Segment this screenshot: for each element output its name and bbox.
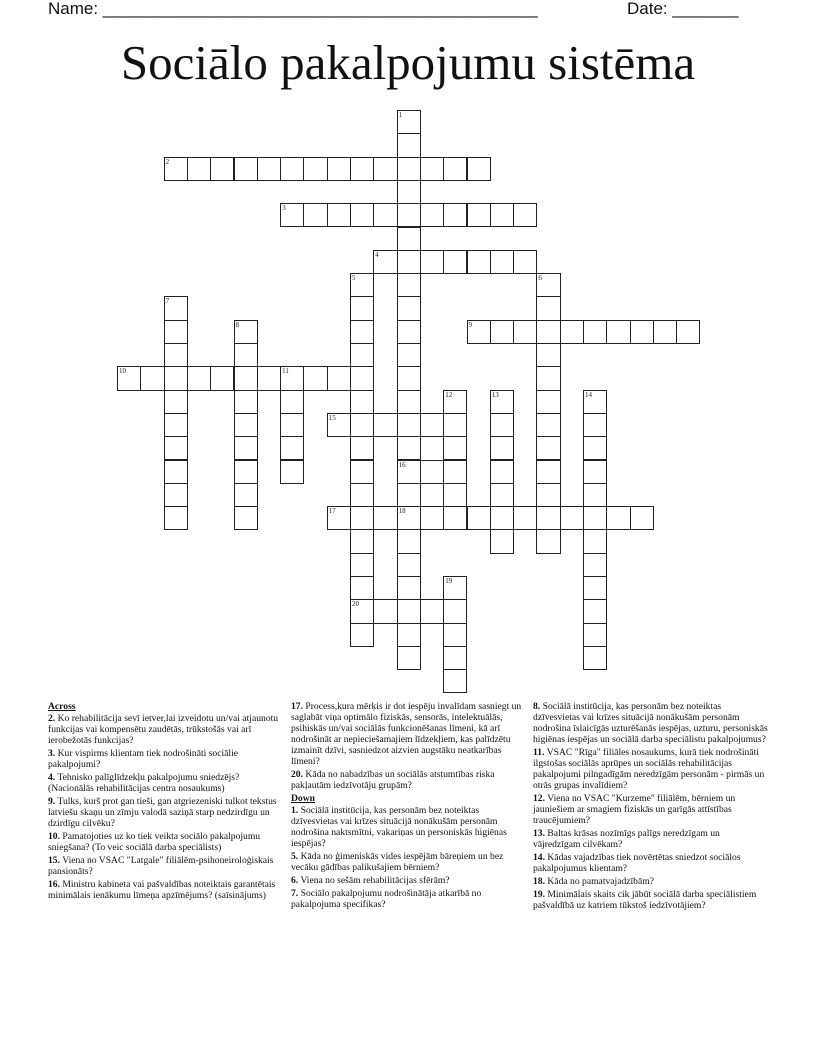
grid-cell[interactable]	[350, 203, 374, 227]
grid-cell[interactable]	[397, 483, 421, 507]
clue-down-1	[291, 805, 523, 849]
clue-number-label: 5	[352, 274, 356, 283]
clue-text: Sociālā institūcija, kas personām bez noteiktas dzīvesvietas vai krīzes situācijā nonākušām personām nodrošina īslaicīgās uzturēšanās iespējas, uzturu, personiskās higiēnas iespējas un sociālā darba speciālistu pakalpojumus?	[533, 701, 768, 745]
grid-cell[interactable]	[583, 599, 607, 623]
clue-across-2	[48, 713, 280, 746]
grid-cell[interactable]	[397, 133, 421, 157]
clue-number-label: 4	[375, 250, 379, 259]
clue-number-label: 19	[445, 577, 453, 585]
grid-cell[interactable]	[164, 157, 188, 181]
grid-cell[interactable]	[117, 366, 141, 390]
grid-cell[interactable]	[513, 203, 537, 227]
grid-cell[interactable]	[443, 669, 467, 693]
grid-cell[interactable]	[583, 320, 607, 344]
grid-cell[interactable]	[350, 320, 374, 344]
grid-cell[interactable]	[606, 506, 630, 530]
grid-cell[interactable]	[164, 296, 188, 320]
grid-cell[interactable]	[234, 157, 258, 181]
clue-text: Tulks, kurš prot gan tieši, gan atgriezeniski tulkot tekstus latviešu skaņu un zīmju valodā saziņā starp nedzirdīgu un dzirdīgu cilvēku?	[48, 796, 277, 829]
clue-text: Viena no sešām rehabilitācijas sfērām?	[300, 875, 450, 886]
grid-cell[interactable]	[443, 506, 467, 530]
grid-cell[interactable]	[490, 390, 514, 414]
clue-number-label: 10	[119, 367, 126, 376]
clue-text: Ministru kabineta vai pašvaldības noteiktais garantētais minimālais ienākumu līmeņa apzīmējums? (saīsinājums)	[48, 879, 276, 901]
grid-cell[interactable]	[490, 483, 514, 507]
grid-cell[interactable]	[397, 646, 421, 670]
grid-cell[interactable]	[350, 506, 374, 530]
clue-down-11	[533, 747, 768, 791]
grid-cell[interactable]	[490, 320, 514, 344]
clue-number: 7.	[291, 888, 299, 899]
grid-cell[interactable]	[536, 343, 560, 367]
grid-cell[interactable]	[397, 110, 421, 134]
grid-cell[interactable]	[420, 599, 444, 623]
grid-cell[interactable]	[536, 273, 560, 297]
clue-number-label: 3	[282, 204, 286, 213]
clue-column-2	[291, 701, 523, 912]
clue-number: 1.	[291, 805, 299, 816]
grid-cell[interactable]	[490, 203, 514, 227]
clue-number: 13.	[533, 828, 545, 839]
grid-cell[interactable]	[513, 320, 537, 344]
grid-cell[interactable]	[234, 390, 258, 414]
clue-number: 14.	[533, 852, 545, 863]
grid-cell[interactable]	[443, 390, 467, 414]
clue-number: 8.	[533, 701, 541, 712]
grid-cell[interactable]	[536, 506, 560, 530]
clue-across-17	[291, 701, 523, 767]
grid-cell[interactable]	[234, 436, 258, 460]
clue-number: 5.	[291, 851, 299, 862]
clue-text: Kāda no pamatvajadzībām?	[547, 876, 654, 887]
grid-cell[interactable]	[583, 529, 607, 553]
grid-cell[interactable]	[280, 157, 304, 181]
grid-cell[interactable]	[397, 576, 421, 600]
grid-cell[interactable]	[490, 250, 514, 274]
grid-cell[interactable]	[583, 623, 607, 647]
grid-cell[interactable]	[164, 413, 188, 437]
grid-cell[interactable]	[397, 599, 421, 623]
clue-number: 18.	[533, 876, 545, 887]
clue-number: 19.	[533, 889, 545, 900]
grid-cell[interactable]	[234, 460, 258, 484]
grid-cell[interactable]	[350, 413, 374, 437]
grid-cell[interactable]	[420, 157, 444, 181]
clue-number: 9.	[48, 796, 56, 807]
clue-down-7	[291, 888, 523, 910]
clue-column-1	[48, 701, 280, 903]
grid-cell[interactable]	[513, 506, 537, 530]
grid-cell[interactable]	[327, 413, 351, 437]
clue-number-label: 11	[282, 367, 289, 376]
grid-cell[interactable]	[536, 436, 560, 460]
grid-cell[interactable]	[583, 436, 607, 460]
grid-cell[interactable]	[350, 460, 374, 484]
clue-text: Kāda no ģimeniskās vides iespējām bāreņiem un bez vecāku gādības palikušajiem bērniem?	[291, 851, 504, 873]
grid-cell[interactable]	[373, 413, 397, 437]
grid-cell[interactable]	[443, 460, 467, 484]
grid-cell[interactable]	[443, 250, 467, 274]
grid-cell[interactable]	[467, 320, 491, 344]
grid-cell[interactable]	[443, 646, 467, 670]
clue-number: 11.	[533, 747, 545, 758]
grid-cell[interactable]	[350, 296, 374, 320]
grid-cell[interactable]	[397, 460, 421, 484]
grid-cell[interactable]	[420, 506, 444, 530]
clue-text: Baltas krāsas nozīmīgs palīgs neredzīgam un vājredzīgam cilvēkam?	[533, 828, 720, 850]
grid-cell[interactable]	[164, 343, 188, 367]
grid-cell[interactable]	[350, 599, 374, 623]
grid-cell[interactable]	[280, 366, 304, 390]
clue-across-3	[48, 748, 280, 770]
clue-number-label: 7	[165, 297, 170, 306]
clue-number-label: 6	[538, 274, 542, 283]
clue-text: Viena no VSAC "Latgale" filiālēm-psihoneiroloģiskais pansionāts?	[48, 855, 274, 877]
grid-cell[interactable]	[397, 203, 421, 227]
grid-cell[interactable]	[397, 250, 421, 274]
clue-text: Kāda no nabadzības un sociālās atstumtības riska pakļautām iedzīvotāju grupām?	[291, 769, 495, 791]
grid-cell[interactable]	[490, 436, 514, 460]
grid-cell[interactable]	[303, 203, 327, 227]
date-field[interactable]: Date: _______	[627, 0, 739, 18]
grid-cell[interactable]	[397, 436, 421, 460]
clue-text: Pamatojoties uz ko tiek veikta sociālo pakalpojumu sniegšana? (To veic sociālā darba speciālists)	[48, 831, 261, 853]
clue-text: Minimālais skaits cik jābūt sociālā darba speciālistiem pašvaldībā uz katriem tūkstoš iedzīvotājiem?	[533, 889, 757, 911]
down-heading: Down	[291, 793, 315, 804]
grid-cell[interactable]	[513, 250, 537, 274]
clue-text: Sociālo pakalpojumu nodrošinātāja atkarībā no pakalpojuma specifikas?	[291, 888, 482, 910]
grid-cell[interactable]	[373, 250, 397, 274]
clue-down-18	[533, 876, 768, 887]
clue-down-6	[291, 875, 523, 886]
name-field[interactable]: Name: ______________________________________________	[48, 0, 538, 18]
grid-cell[interactable]	[350, 157, 374, 181]
grid-cell[interactable]	[210, 157, 234, 181]
grid-cell[interactable]	[397, 157, 421, 181]
grid-cell[interactable]	[583, 576, 607, 600]
grid-cell[interactable]	[536, 366, 560, 390]
grid-cell[interactable]	[280, 203, 304, 227]
clue-number-label: 1	[398, 111, 403, 119]
grid-cell[interactable]	[350, 390, 374, 414]
grid-cell[interactable]	[350, 436, 374, 460]
grid-cell[interactable]	[536, 390, 560, 414]
clue-across-4	[48, 772, 280, 794]
grid-cell[interactable]	[467, 203, 491, 227]
clue-text: Kādas vajadzības tiek novērtētas sniedzot sociālos pakalpojumus klientam?	[533, 852, 741, 874]
grid-cell[interactable]	[467, 506, 491, 530]
grid-cell[interactable]	[234, 506, 258, 530]
clue-number: 15.	[48, 855, 60, 866]
grid-cell[interactable]	[397, 366, 421, 390]
grid-cell[interactable]	[164, 320, 188, 344]
clue-column-3	[533, 701, 768, 913]
grid-cell[interactable]	[280, 436, 304, 460]
grid-cell[interactable]	[397, 506, 421, 530]
clue-down-19	[533, 889, 768, 911]
grid-cell[interactable]	[583, 646, 607, 670]
grid-cell[interactable]	[443, 483, 467, 507]
grid-cell[interactable]	[490, 413, 514, 437]
grid-cell[interactable]	[327, 157, 351, 181]
grid-cell[interactable]	[397, 343, 421, 367]
grid-cell[interactable]	[257, 366, 281, 390]
clue-text: Viena no VSAC "Kurzeme" filiālēm, bērniem un jauniešiem ar smagiem fiziskās un garīgās attīstības traucējumiem?	[533, 793, 736, 826]
grid-cell[interactable]	[373, 599, 397, 623]
grid-cell[interactable]	[234, 413, 258, 437]
clue-number: 10.	[48, 831, 60, 842]
clue-down-14	[533, 852, 768, 874]
clue-number: 16.	[48, 879, 60, 890]
clue-number: 4.	[48, 772, 56, 783]
clue-text: Kur vispirms klientam tiek nodrošināti sociālie pakalpojumi?	[48, 748, 238, 770]
grid-cell[interactable]	[536, 529, 560, 553]
grid-cell[interactable]	[164, 390, 188, 414]
grid-cell[interactable]	[140, 366, 164, 390]
grid-cell[interactable]	[583, 506, 607, 530]
grid-cell[interactable]	[560, 320, 584, 344]
grid-cell[interactable]	[443, 599, 467, 623]
clue-across-10	[48, 831, 280, 853]
grid-cell[interactable]	[467, 250, 491, 274]
grid-cell[interactable]	[583, 460, 607, 484]
grid-cell[interactable]	[350, 483, 374, 507]
grid-cell[interactable]	[397, 553, 421, 577]
grid-cell[interactable]	[234, 343, 258, 367]
clue-number-label: 14	[585, 390, 592, 399]
grid-cell[interactable]	[257, 157, 281, 181]
grid-cell[interactable]	[420, 203, 444, 227]
grid-cell[interactable]	[653, 320, 677, 344]
clue-down-8	[533, 701, 768, 745]
grid-cell[interactable]	[536, 296, 560, 320]
grid-cell[interactable]	[397, 529, 421, 553]
grid-cell[interactable]	[397, 390, 421, 414]
grid-cell[interactable]	[443, 413, 467, 437]
clue-number-label: 15	[328, 413, 336, 422]
grid-cell[interactable]	[443, 436, 467, 460]
grid-cell[interactable]	[583, 483, 607, 507]
grid-cell[interactable]	[280, 390, 304, 414]
grid-cell[interactable]	[187, 157, 211, 181]
grid-cell[interactable]	[397, 296, 421, 320]
clue-across-9	[48, 796, 280, 829]
grid-cell[interactable]	[234, 366, 258, 390]
clue-across-20	[291, 769, 523, 791]
grid-cell[interactable]	[490, 506, 514, 530]
grid-cell[interactable]	[397, 273, 421, 297]
grid-cell[interactable]	[373, 203, 397, 227]
grid-cell[interactable]	[536, 483, 560, 507]
clue-number-label: 9	[468, 320, 472, 329]
clue-number-label: 17	[328, 507, 336, 516]
clue-text: Ko rehabilitācija sevī ietver,lai izveidotu un/vai atjaunotu funkcijas vai kompensētu zaudētās, trūkstošās vai arī ierobežotās funkcijas?	[48, 713, 279, 746]
clue-number: 2.	[48, 713, 56, 724]
grid-cell[interactable]	[164, 483, 188, 507]
grid-cell[interactable]	[420, 413, 444, 437]
grid-cell[interactable]	[350, 529, 374, 553]
grid-cell[interactable]	[350, 366, 374, 390]
clue-number-label: 2	[165, 157, 170, 166]
grid-cell[interactable]	[164, 506, 188, 530]
grid-cell[interactable]	[187, 366, 211, 390]
clue-number-label: 12	[445, 390, 453, 399]
grid-cell[interactable]	[490, 529, 514, 553]
grid-cell[interactable]	[467, 157, 491, 181]
grid-cell[interactable]	[443, 576, 467, 600]
clue-number: 20.	[291, 769, 303, 780]
clue-number: 3.	[48, 748, 56, 759]
grid-cell[interactable]	[536, 460, 560, 484]
grid-cell[interactable]	[536, 320, 560, 344]
grid-cell[interactable]	[490, 460, 514, 484]
clue-across-15	[48, 855, 280, 877]
grid-cell[interactable]	[164, 436, 188, 460]
grid-cell[interactable]	[234, 483, 258, 507]
clue-text: Sociālā institūcija, kas personām bez noteiktas dzīvesvietas vai krīzes situācijā nonākušām personām nodrošina naktsmītni, vakariņas un personiskās higiēnas iespējas?	[291, 805, 507, 849]
clue-number-label: 13	[491, 390, 499, 399]
grid-cell[interactable]	[397, 227, 421, 251]
grid-cell[interactable]	[327, 203, 351, 227]
clue-number-label: 18	[398, 507, 406, 516]
grid-cell[interactable]	[420, 460, 444, 484]
grid-cell[interactable]	[164, 366, 188, 390]
puzzle-title: Sociālo pakalpojumu sistēma	[120, 35, 696, 90]
grid-cell[interactable]	[373, 157, 397, 181]
grid-cell[interactable]	[676, 320, 700, 344]
grid-cell[interactable]	[630, 506, 654, 530]
clue-number: 12.	[533, 793, 545, 804]
grid-cell[interactable]	[327, 506, 351, 530]
grid-cell[interactable]	[583, 413, 607, 437]
grid-cell[interactable]	[397, 180, 421, 204]
clue-number-label: 8	[235, 320, 239, 329]
clue-text: Process,kura mērķis ir dot iespēju invalīdam sasniegt un saglabāt viņa optimālo fiziskās, sensorās, intelektuālās, psihiskās un/vai sociālās funkcionēšanas līmeni, kā arī nodrošināt ar nepieciešamajiem līdzekļiem, kas palīdzētu izmainīt dzīvi, sasniedzot aizvien augstāku neatkarības līmeni?	[291, 701, 522, 767]
grid-cell[interactable]	[443, 203, 467, 227]
grid-cell[interactable]	[210, 366, 234, 390]
grid-cell[interactable]	[373, 506, 397, 530]
grid-cell[interactable]	[420, 250, 444, 274]
grid-cell[interactable]	[350, 273, 374, 297]
clue-across-16	[48, 879, 280, 901]
grid-cell[interactable]	[560, 506, 584, 530]
clue-text: VSAC "Rīga" filiāles nosaukums, kurā tiek nodrošināti ilgstošas sociālās aprūpes un sociālās rehabilitācijas pakalpojumi pilngadīgām neredzīgām personām - pirmās un otrās grupas invalīdiem?	[533, 747, 765, 791]
grid-cell[interactable]	[630, 320, 654, 344]
grid-cell[interactable]	[164, 460, 188, 484]
grid-cell[interactable]	[443, 157, 467, 181]
grid-cell[interactable]	[280, 413, 304, 437]
grid-cell[interactable]	[397, 320, 421, 344]
across-heading: Across	[48, 701, 76, 712]
grid-cell[interactable]	[303, 366, 327, 390]
grid-cell[interactable]	[350, 343, 374, 367]
grid-cell[interactable]	[397, 623, 421, 647]
grid-cell[interactable]	[234, 320, 258, 344]
clue-down-12	[533, 793, 768, 826]
grid-cell[interactable]	[536, 413, 560, 437]
clue-text: Tehnisko palīglīdzekļu pakalpojumu sniedzējs? (Nacionālās rehabilitācijas centra nosaukums)	[48, 772, 240, 794]
grid-cell[interactable]	[350, 623, 374, 647]
clue-number: 6.	[291, 875, 299, 886]
clue-number-label: 20	[352, 600, 359, 609]
clue-number: 17.	[291, 701, 303, 712]
grid-cell[interactable]	[327, 366, 351, 390]
grid-cell[interactable]	[397, 413, 421, 437]
grid-cell[interactable]	[606, 320, 630, 344]
grid-cell[interactable]	[350, 576, 374, 600]
grid-cell[interactable]	[350, 553, 374, 577]
grid-cell[interactable]	[583, 390, 607, 414]
clue-down-13	[533, 828, 768, 850]
grid-cell[interactable]	[280, 460, 304, 484]
grid-cell[interactable]	[303, 157, 327, 181]
clue-number-label: 16	[398, 460, 406, 469]
clue-down-5	[291, 851, 523, 873]
grid-cell[interactable]	[443, 623, 467, 647]
grid-cell[interactable]	[583, 553, 607, 577]
